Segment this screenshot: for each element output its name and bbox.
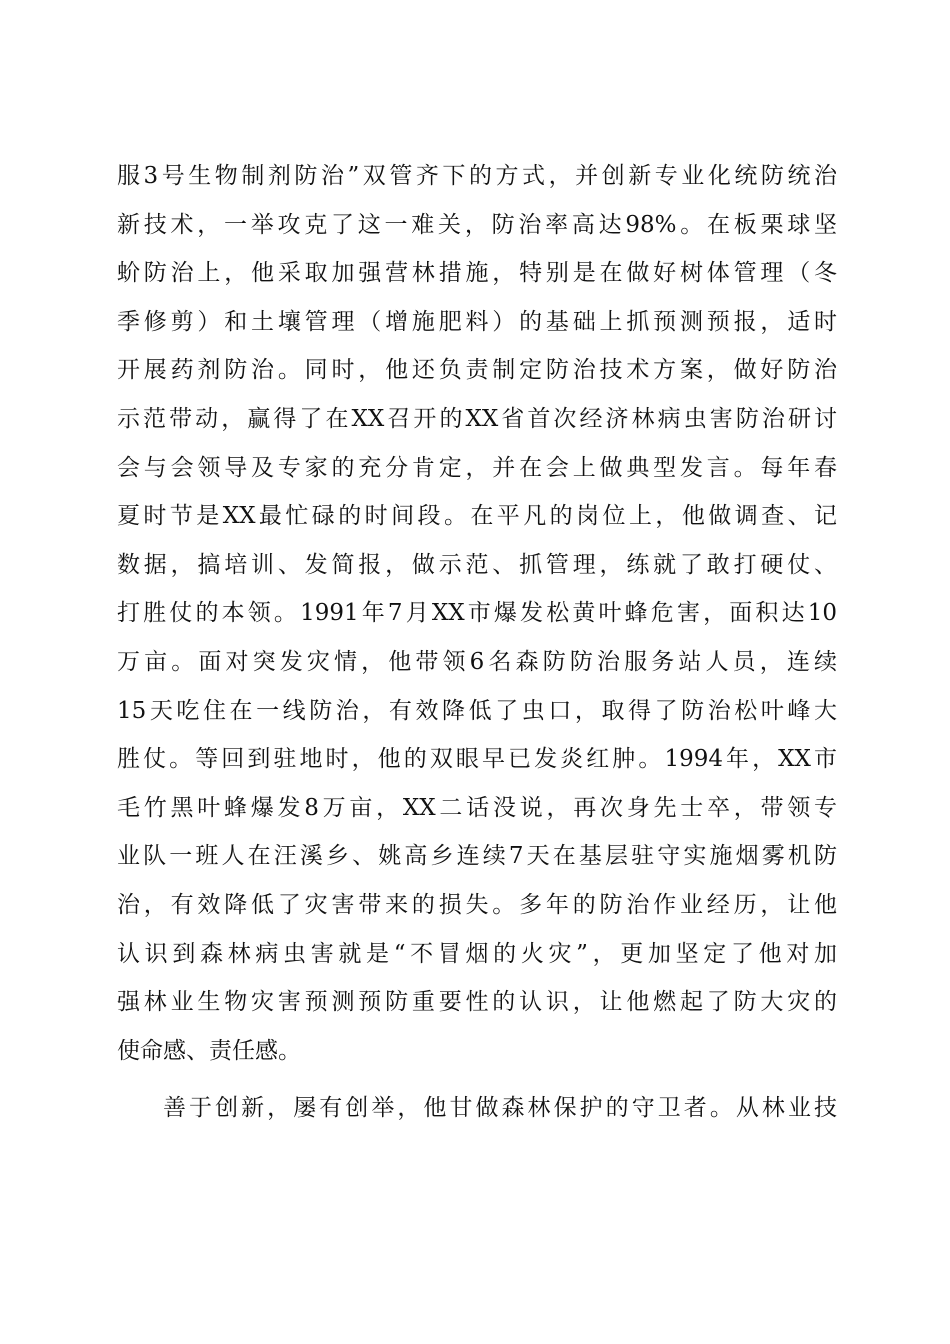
text-line: 治，有效降低了灾害带来的损失。多年的防治作业经历，让他 [117,891,837,918]
body-text [117,152,837,1133]
text-line: 万亩。面对突发灾情，他带领6名森防防治服务站人员，连续 [117,648,837,675]
paragraph [117,152,837,1075]
text-line: 15天吃住在一线防治，有效降低了虫口，取得了防治松叶峰大 [117,697,837,724]
text-line: 新技术，一举攻克了这一难关，防治率高达98%。在板栗球坚 [117,211,837,238]
text-line: 打胜仗的本领。1991年7月XX市爆发松黄叶蜂危害，面积达10 [117,600,837,627]
text-line: 使命感、责任感。 [117,1037,301,1064]
text-line: 季修剪）和土壤管理（增施肥料）的基础上抓预测预报，适时 [117,308,837,335]
text-line: 开展药剂防治。同时，他还负责制定防治技术方案，做好防治 [117,357,837,384]
text-line: 认识到森林病虫害就是“不冒烟的火灾”，更加坚定了他对加 [117,940,837,967]
text-line: 示范带动，赢得了在XX召开的XX省首次经济林病虫害防治研讨 [117,405,837,432]
text-line: 数据，搞培训、发简报，做示范、抓管理，练就了敢打硬仗、 [117,551,837,578]
text-line: 善于创新，屡有创举，他甘做森林保护的守卫者。从林业技 [163,1095,837,1122]
text-line: 蚧防治上，他采取加强营林措施，特别是在做好树体管理（冬 [117,260,837,287]
text-line: 服3号生物制剂防治”双管齐下的方式，并创新专业化统防统治 [117,163,837,189]
text-line: 强林业生物灾害预测预防重要性的认识，让他燃起了防大灾的 [117,989,837,1016]
text-line: 毛竹黑叶蜂爆发8万亩，XX二话没说，再次身先士卒，带领专 [117,794,837,821]
text-line: 夏时节是XX最忙碌的时间段。在平凡的岗位上，他做调查、记 [117,503,837,530]
text-line: 会与会领导及专家的充分肯定，并在会上做典型发言。每年春 [117,454,837,481]
text-line: 胜仗。等回到驻地时，他的双眼早已发炎红肿。1994年，XX市 [117,746,837,773]
text-line: 业队一班人在汪溪乡、姚高乡连续7天在基层驻守实施烟雾机防 [117,843,837,870]
paragraph [117,1084,837,1133]
